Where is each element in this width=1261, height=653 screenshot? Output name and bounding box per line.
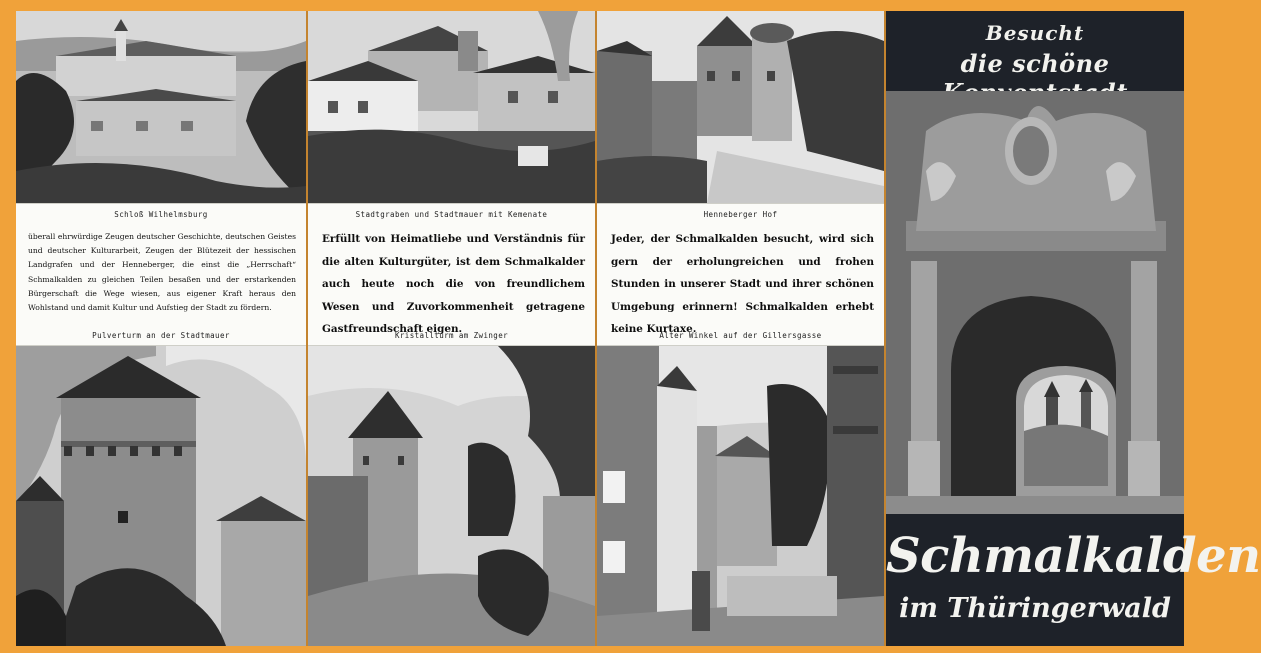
panel-2: [308, 11, 595, 646]
body-text-1: überall ehrwürdige Zeugen deutscher Geschichte, deutschen Geistes und deutscher Kulturarbeit, Zeugen der Blütezeit der hessischen Landgrafen und der Henneberger, die einst die „Herrschaft“ Schmalkalden zu gleichen Teilen besaßen und der erstarkenden Bürgerschaft die Wege wiesen, aus eigener Kraft heraus den Wohlstand und damit Kultur und Aufstieg der Stadt zu fördern.: [28, 232, 296, 313]
photo-portal: [886, 91, 1184, 514]
photo-henneberger-hof: [597, 11, 884, 203]
text-panel-1: [16, 203, 306, 346]
photo-pulverturm: [16, 346, 306, 646]
body-text-2: Erfüllt von Heimatliebe und Verständnis für die alten Kulturgüter, ist dem Schmalkalder auch heute noch die von freundlichem Wesen und Zuvorkommenheit getragene Gastfreundschaft eigen.: [322, 233, 585, 335]
brochure: [16, 11, 1261, 646]
panel-3: [597, 11, 884, 646]
photo-schloss-wilhelmsburg: [16, 11, 306, 203]
text-panel-3: [597, 203, 884, 346]
cover-title-line-1: Besucht: [985, 21, 1085, 45]
cover-region: im Thüringerwald: [899, 593, 1171, 624]
body-text-3: Jeder, der Schmalkalden besucht, wird sich gern der erholungreichen und frohen Stunden in unserer Stadt und ihrer schönen Umgebung erinnern! Schmalkalden erhebt keine Kurtaxe.: [611, 233, 874, 335]
cover-bottom: [886, 514, 1261, 646]
caption-pulverturm: Pulverturm an der Stadtmauer: [92, 331, 230, 340]
cover-title-line-2: die schöne: [960, 49, 1110, 78]
cover-title: [886, 11, 1184, 91]
photo-kristallturm: [308, 346, 595, 646]
caption-schloss: Schloß Wilhelmsburg: [114, 210, 208, 219]
caption-kristallturm: Kristallturm am Zwinger: [394, 331, 509, 340]
cover-panel: [886, 11, 1261, 646]
caption-stadtgraben: Stadtgraben und Stadtmauer mit Kemenate: [355, 210, 548, 219]
photo-gillersgasse: [597, 346, 884, 646]
photo-stadtgraben: [308, 11, 595, 203]
text-panel-2: [308, 203, 595, 346]
caption-gillersgasse: Alter Winkel auf der Gillersgasse: [659, 331, 822, 340]
panel-1: [16, 11, 306, 646]
caption-henneberger: Henneberger Hof: [703, 210, 778, 219]
cover-city: Schmalkalden: [886, 528, 1261, 584]
